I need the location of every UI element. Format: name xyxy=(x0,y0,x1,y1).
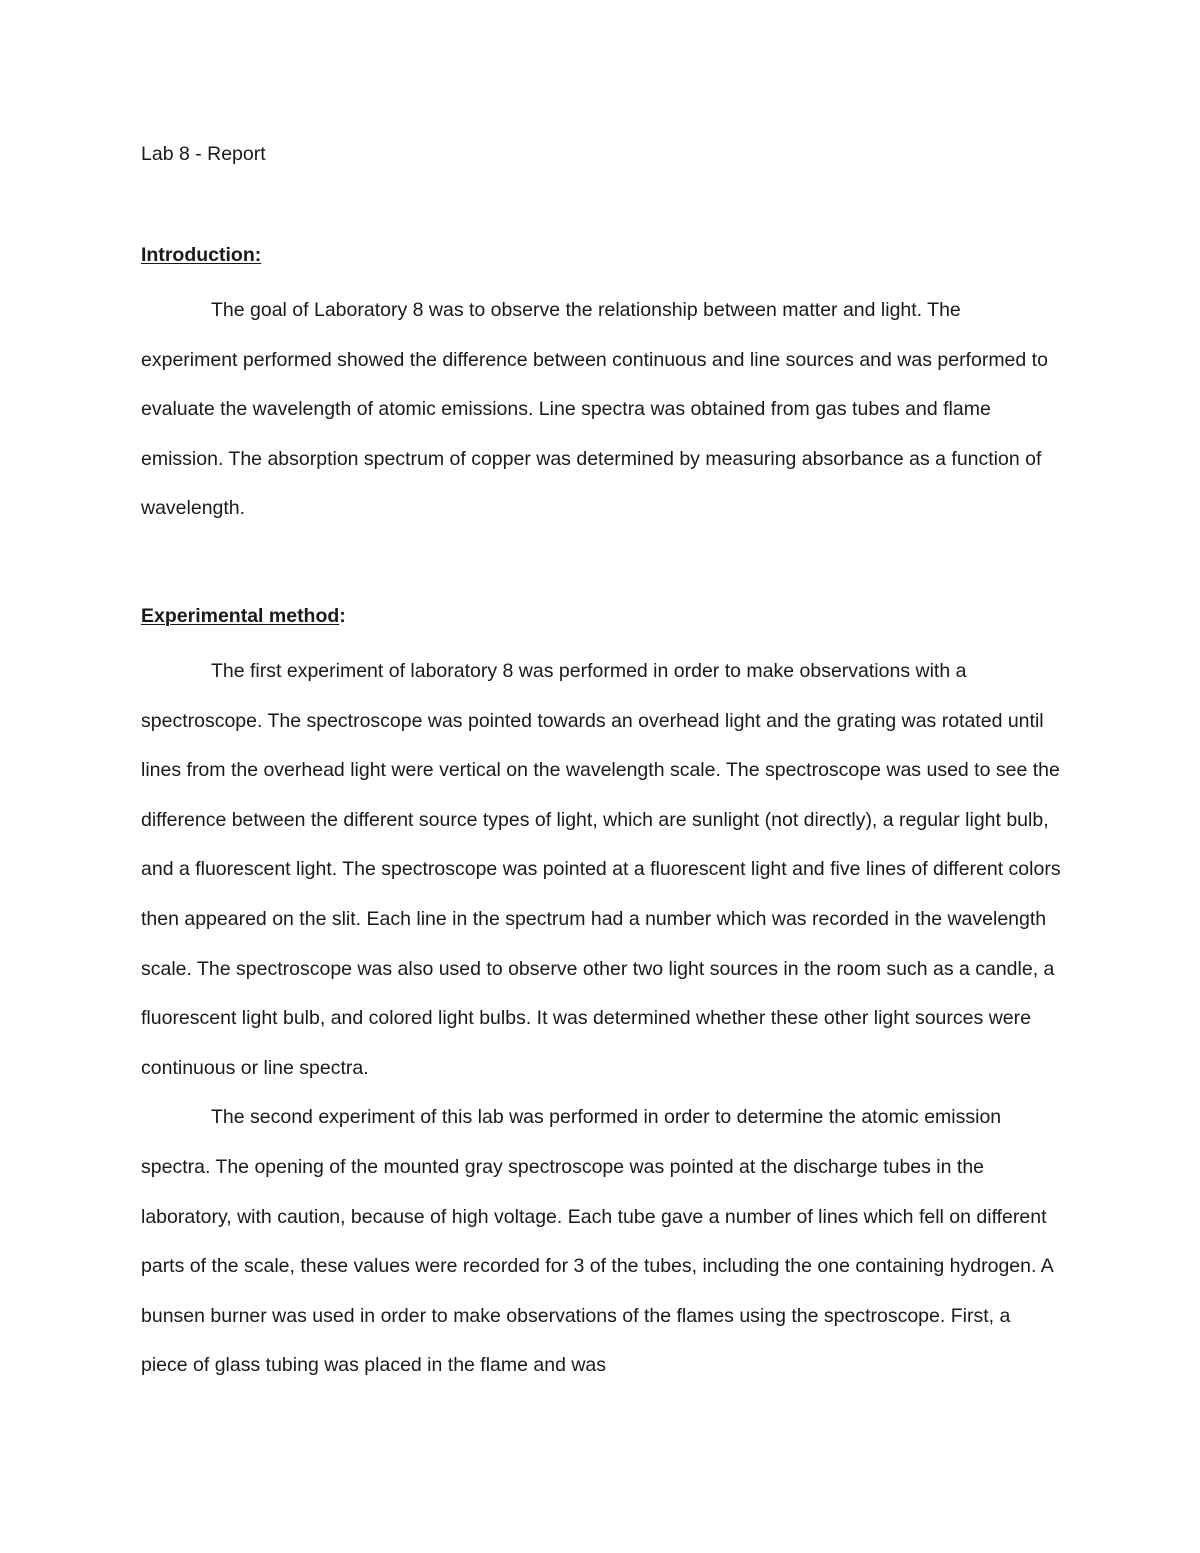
section-heading-introduction xyxy=(141,237,1061,273)
section-experimental-method xyxy=(141,598,1061,1391)
paragraph: The first experiment of laboratory 8 was performed in order to make observations with a spectroscope. The spectroscope was pointed towards an overhead light and the grating was rotated until lines from the overhead light were vertical on the wavelength scale. The spectroscope was used to see the difference between the different source types of light, which are sunlight (not directly), a regular light bulb, and a fluorescent light. The spectroscope was pointed at a fluorescent light and five lines of different colors then appeared on the slit. Each line in the spectrum had a number which was recorded in the wavelength scale. The spectroscope was also used to observe other two light sources in the room such as a candle, a fluorescent light bulb, and colored light bulbs. It was determined whether these other light sources were continuous or line spectra. xyxy=(141,659,1061,1079)
section-heading-text: Introduction: xyxy=(141,244,262,266)
section-heading-colon: : xyxy=(339,604,346,627)
document-body xyxy=(141,136,1061,1391)
section-introduction xyxy=(141,237,1061,534)
document-title: Lab 8 - Report xyxy=(141,143,266,165)
paragraph: The goal of Laboratory 8 was to observe the relationship between matter and light. The experiment performed showed the difference between continuous and line sources and was performed to evaluate the wavelength of atomic emissions. Line spectra was obtained from gas tubes and flame emission. The absorption spectrum of copper was determined by measuring absorbance as a function of wavelength. xyxy=(141,299,1048,520)
paragraph: The second experiment of this lab was performed in order to determine the atomic emission spectra. The opening of the mounted gray spectroscope was pointed at the discharge tubes in the laboratory, with caution, because of high voltage. Each tube gave a number of lines which fell on different parts of the scale, these values were recorded for 3 of the tubes, including the one containing hydrogen. A bunsen burner was used in order to make observations of the flames using the spectroscope. First, a piece of glass tubing was placed in the flame and was xyxy=(141,1106,1053,1377)
section-heading-text: Experimental method xyxy=(141,604,340,627)
section-heading-experimental-method xyxy=(141,598,1061,634)
